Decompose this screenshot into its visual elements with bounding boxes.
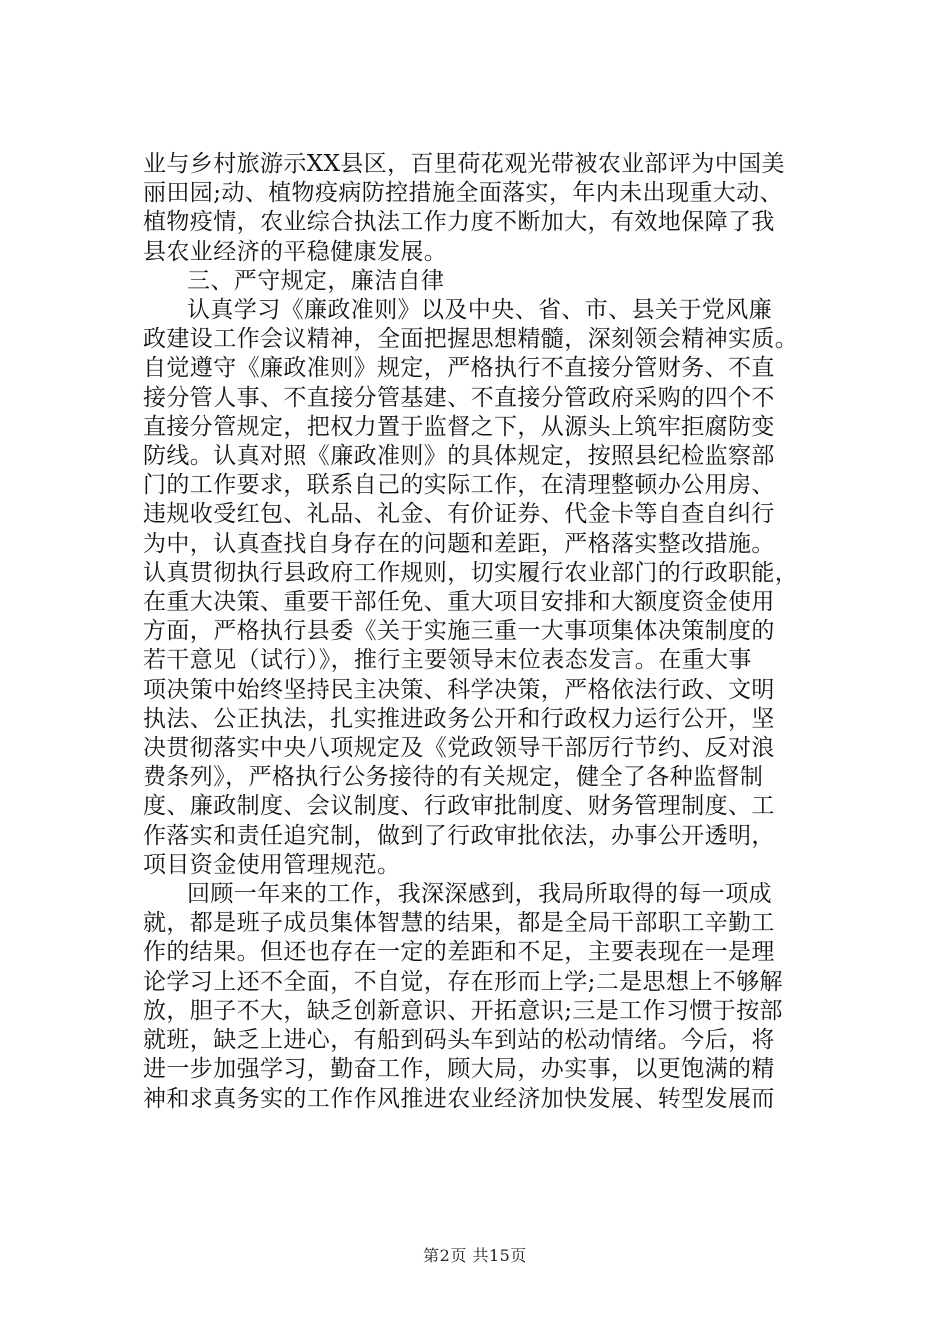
- page-footer: 第2页 共15页: [423, 1246, 527, 1265]
- text-line: 执法、公正执法，扎实推进政务公开和行政权力运行公开，坚: [143, 705, 775, 732]
- text-line: 为中，认真查找自身存在的问题和差距，严格落实整改措施。: [143, 530, 775, 557]
- text-line: 植物疫情，农业综合执法工作力度不断加大，有效地保障了我: [143, 209, 775, 236]
- text-line: 方面，严格执行县委《关于实施三重一大事项集体决策制度的: [143, 618, 775, 645]
- text-line: 丽田园;动、植物疫病防控措施全面落实，年内未出现重大动、: [143, 180, 783, 207]
- text-line: 三、严守规定，廉洁自律: [187, 267, 445, 294]
- text-line: 项决策中始终坚持民主决策、科学决策，严格依法行政、文明: [143, 676, 775, 703]
- text-line: 业与乡村旅游示XX县区，百里荷花观光带被农业部评为中国美: [143, 151, 785, 177]
- document-body: [143, 150, 843, 1114]
- text-line: 县农业经济的平稳健康发展。: [143, 238, 448, 265]
- text-line: 就班，缺乏上进心，有船到码头车到站的松动情绪。今后，将: [143, 1027, 775, 1054]
- text-line: 放，胆子不大，缺乏创新意识、开拓意识;三是工作习惯于按部: [143, 997, 783, 1024]
- text-line: 认真学习《廉政准则》以及中央、省、市、县关于党风廉: [187, 297, 772, 324]
- text-line: 神和求真务实的工作作风推进农业经济加快发展、转型发展而: [143, 1085, 775, 1112]
- text-line: 若干意见（试行）》，推行主要领导末位表态发言。在重大事: [143, 647, 752, 674]
- text-line: 决贯彻落实中央八项规定及《党政领导干部厉行节约、反对浪: [143, 735, 775, 762]
- text-line: 度、廉政制度、会议制度、行政审批制度、财务管理制度、工: [143, 793, 775, 820]
- text-line: 接分管人事、不直接分管基建、不直接分管政府采购的四个不: [143, 384, 775, 411]
- text-line: 作落实和责任追究制，做到了行政审批依法，办事公开透明，: [143, 822, 775, 849]
- text-line: 进一步加强学习，勤奋工作，顾大局，办实事，以更饱满的精: [143, 1056, 775, 1083]
- text-line: 在重大决策、重要干部任免、重大项目安排和大额度资金使用: [143, 589, 775, 616]
- text-line: 自觉遵守《廉政准则》规定，严格执行不直接分管财务、不直: [143, 355, 775, 382]
- text-line: 项目资金使用管理规范。: [143, 851, 401, 878]
- text-line: 政建设工作会议精神，全面把握思想精髓，深刻领会精神实质。: [143, 326, 799, 353]
- text-line: 违规收受红包、礼品、礼金、有价证券、代金卡等自查自纠行: [143, 501, 775, 528]
- text-line: 作的结果。但还也存在一定的差距和不足，主要表现在一是理: [143, 939, 775, 966]
- text-line: 认真贯彻执行县政府工作规则，切实履行农业部门的行政职能，: [143, 559, 799, 586]
- text-line: 回顾一年来的工作，我深深感到，我局所取得的每一项成: [187, 881, 772, 908]
- text-line: 就，都是班子成员集体智慧的结果，都是全局干部职工辛勤工: [143, 910, 775, 937]
- text-line: 论学习上还不全面，不自觉，存在形而上学;二是思想上不够解: [143, 968, 783, 995]
- text-line: 防线。认真对照《廉政准则》的具体规定，按照县纪检监察部: [143, 443, 775, 470]
- text-line: 直接分管规定，把权力置于监督之下，从源头上筑牢拒腐防变: [143, 413, 775, 440]
- text-line: 门的工作要求，联系自己的实际工作，在清理整顿办公用房、: [143, 472, 775, 499]
- text-line: 费条列》，严格执行公务接待的有关规定，健全了各种监督制: [143, 764, 764, 791]
